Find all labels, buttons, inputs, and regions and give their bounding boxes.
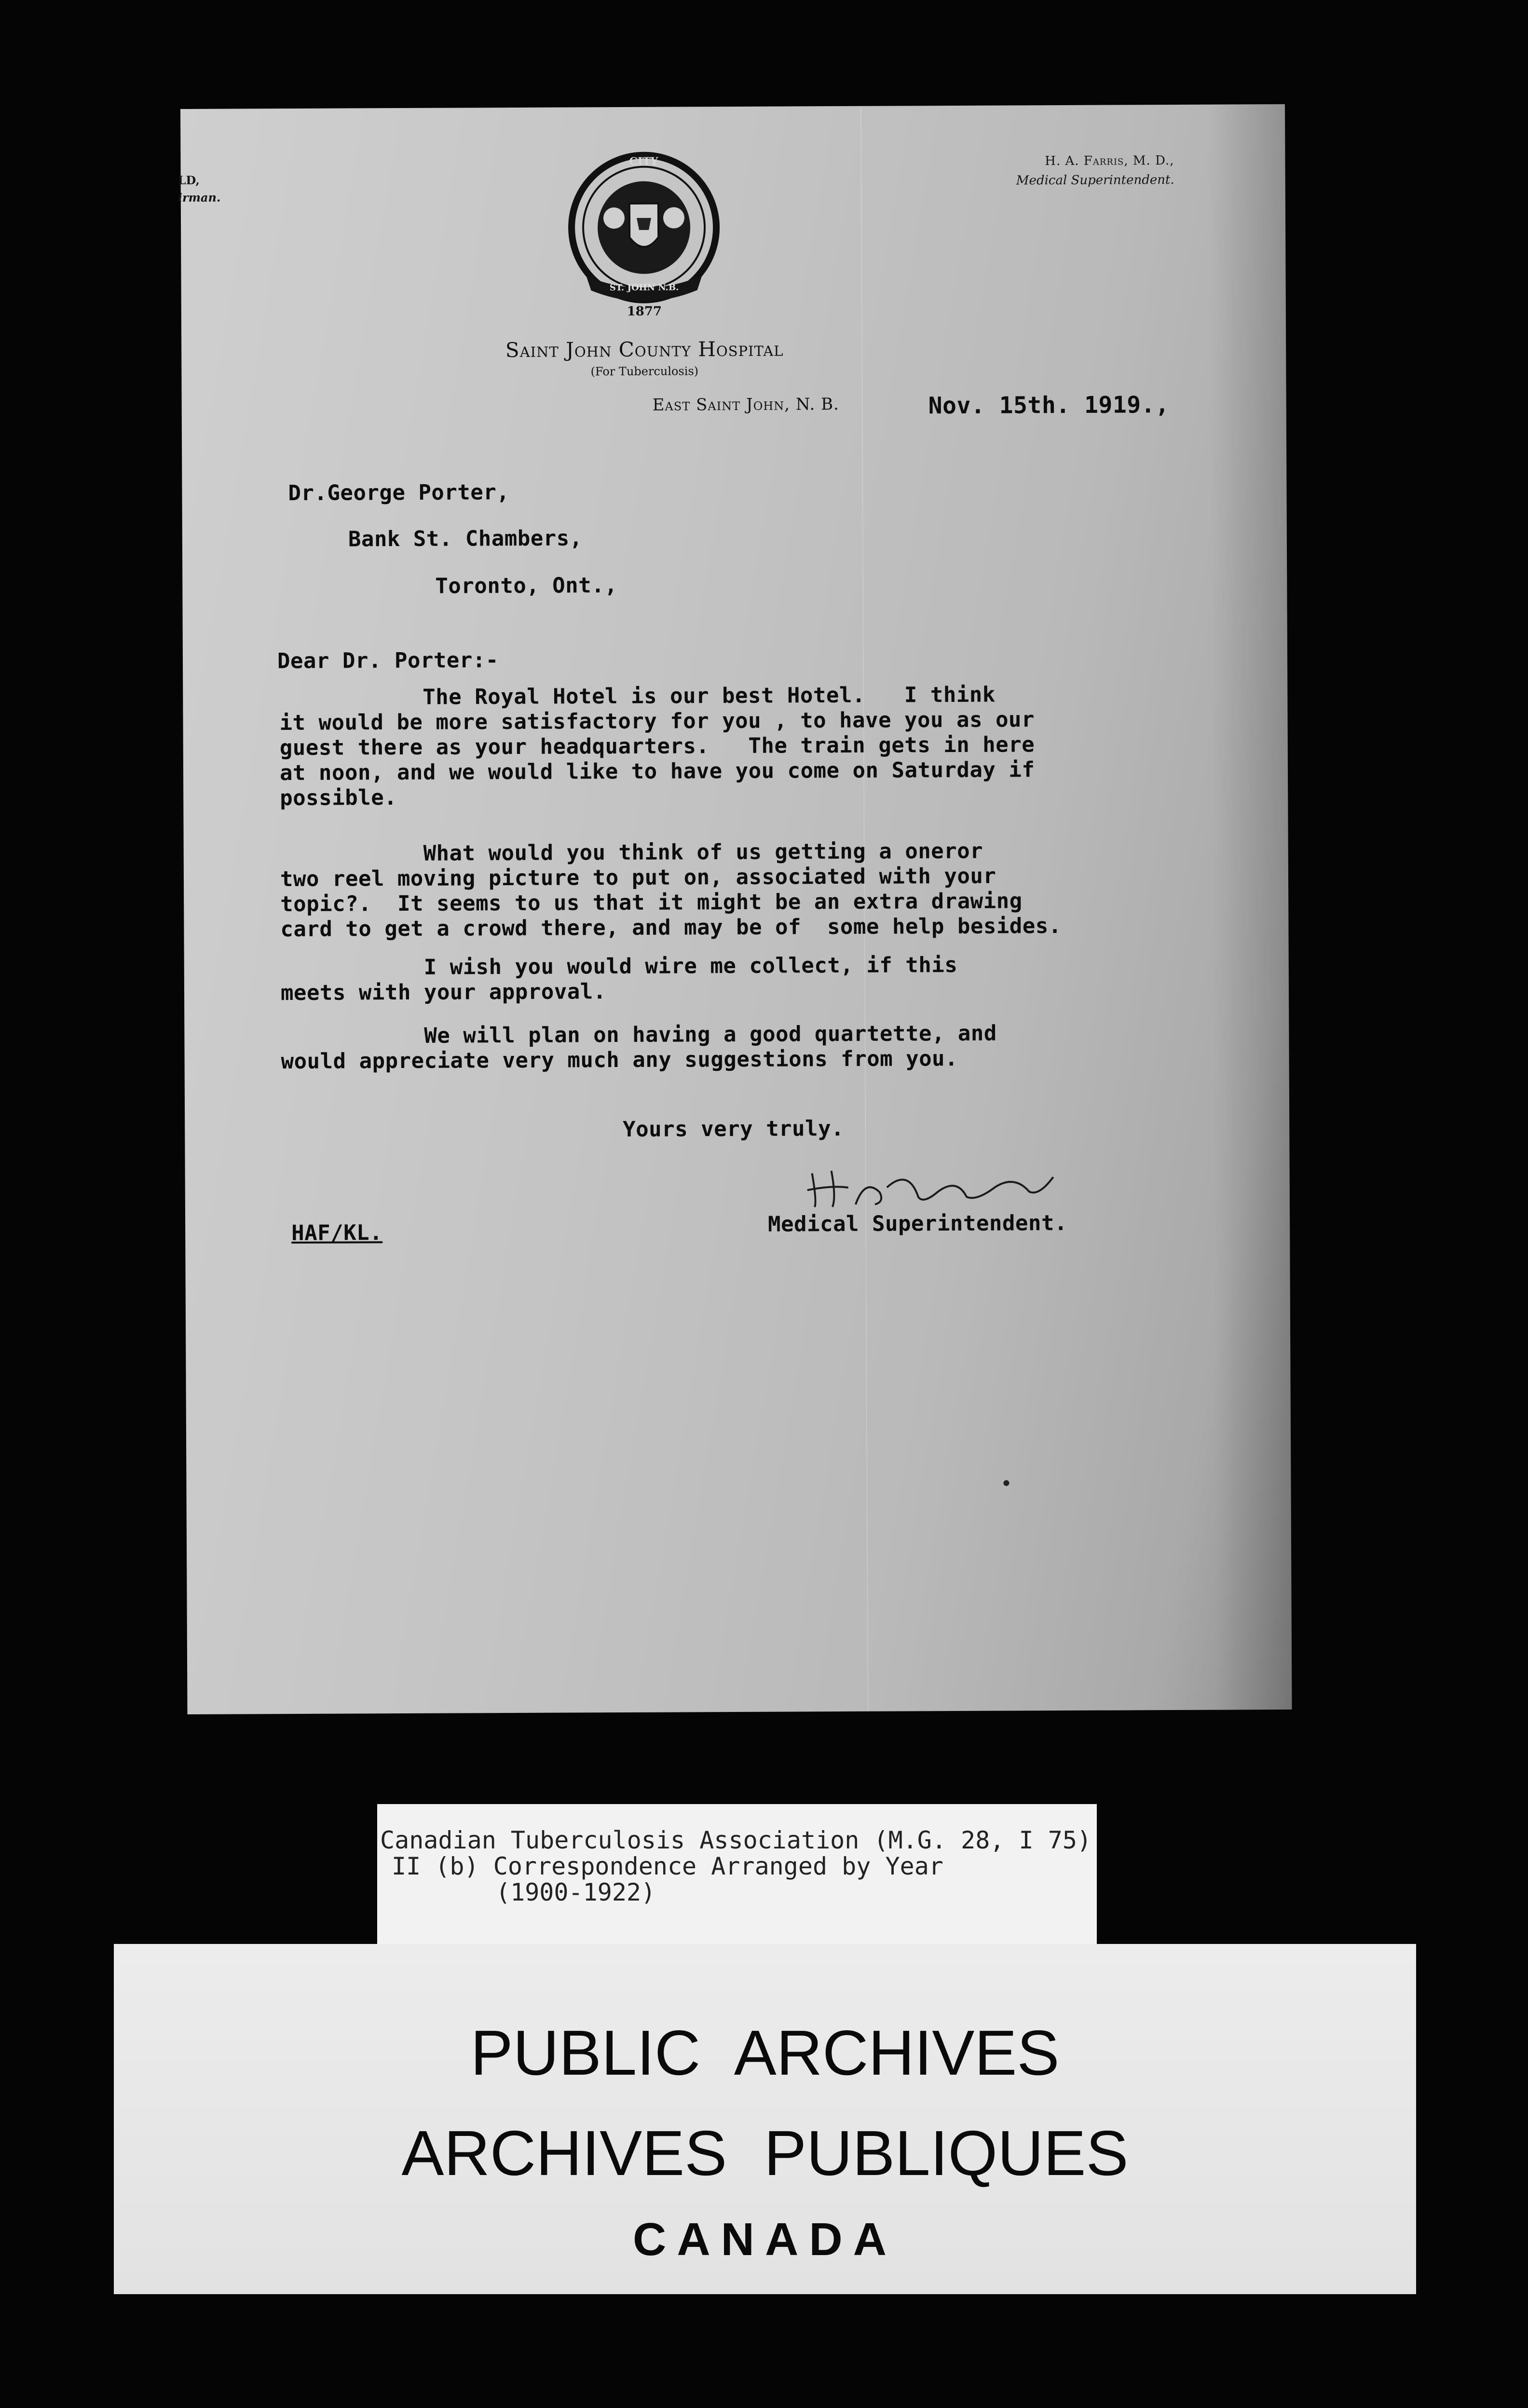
superintendent-name: H. A. Farris, M. D.,: [1045, 153, 1174, 169]
seal-ribbon-text: ST. JOHN N.B.: [609, 282, 679, 293]
paragraph-2: What would you think of us getting a oneror two reel moving picture to put on, associated with your topic?. It seems to us that it might be an extra drawing card to get a crowd there, and may be of some help besides.: [280, 838, 1062, 942]
paragraph-4: We will plan on having a good quartette, and would appreciate very much any suggestions from you.: [281, 1021, 997, 1074]
city-seal-emblem: [557, 145, 731, 320]
paragraph-1: The Royal Hotel is our best Hotel. I think it would be more satisfactory for you , to have you as our guest there as your headquarters. The train gets in here at noon, and we would like to have you come on Saturday if possible.: [279, 682, 1035, 811]
letterhead-left-fragment: [178, 172, 221, 206]
closing: Yours very truly.: [623, 1116, 845, 1142]
paper-speck: [1003, 1480, 1009, 1486]
seal-top-text: CITY: [629, 155, 658, 168]
letterhead-place: East Saint John, N. B.: [652, 395, 839, 415]
recipient-name: Dr.George Porter,: [288, 480, 510, 506]
archive-label-line-1: Canadian Tuberculosis Association (M.G. 28, I 75): [380, 1826, 1092, 1854]
hospital-subtitle: (For Tuberculosis): [590, 364, 699, 379]
paragraph-3: I wish you would wire me collect, if this meets with your approval.: [280, 952, 958, 1006]
hospital-name: Saint John County Hospital: [505, 337, 784, 362]
banner-line-3: CANADA: [633, 2214, 897, 2265]
public-archives-banner: [114, 1944, 1416, 2294]
signer-title: Medical Superintendent.: [767, 1210, 1067, 1237]
banner-line-1: PUBLIC ARCHIVES: [470, 2017, 1060, 2088]
archive-label-line-3: (1900-1922): [496, 1878, 656, 1906]
recipient-street: Bank St. Chambers,: [348, 526, 583, 552]
archive-reference-label: [377, 1804, 1097, 1944]
archive-label-line-2: II (b) Correspondence Arranged by Year: [392, 1852, 943, 1880]
left-fragment-1: LD,: [177, 173, 200, 188]
superintendent-title: Medical Superintendent.: [1016, 173, 1174, 188]
seal-year: 1877: [627, 304, 662, 319]
typist-initials: HAF/KL.: [291, 1220, 383, 1246]
letterhead-right: [1016, 151, 1174, 190]
recipient-city: Toronto, Ont.,: [435, 573, 618, 599]
banner-line-2: ARCHIVES PUBLIQUES: [401, 2118, 1129, 2189]
salutation: Dear Dr. Porter:-: [277, 648, 499, 674]
letter-date: Nov. 15th. 1919.,: [928, 391, 1170, 420]
handwritten-signature: [803, 1158, 1063, 1212]
letter-page: [177, 104, 1292, 1714]
left-fragment-2: irman.: [177, 190, 221, 205]
